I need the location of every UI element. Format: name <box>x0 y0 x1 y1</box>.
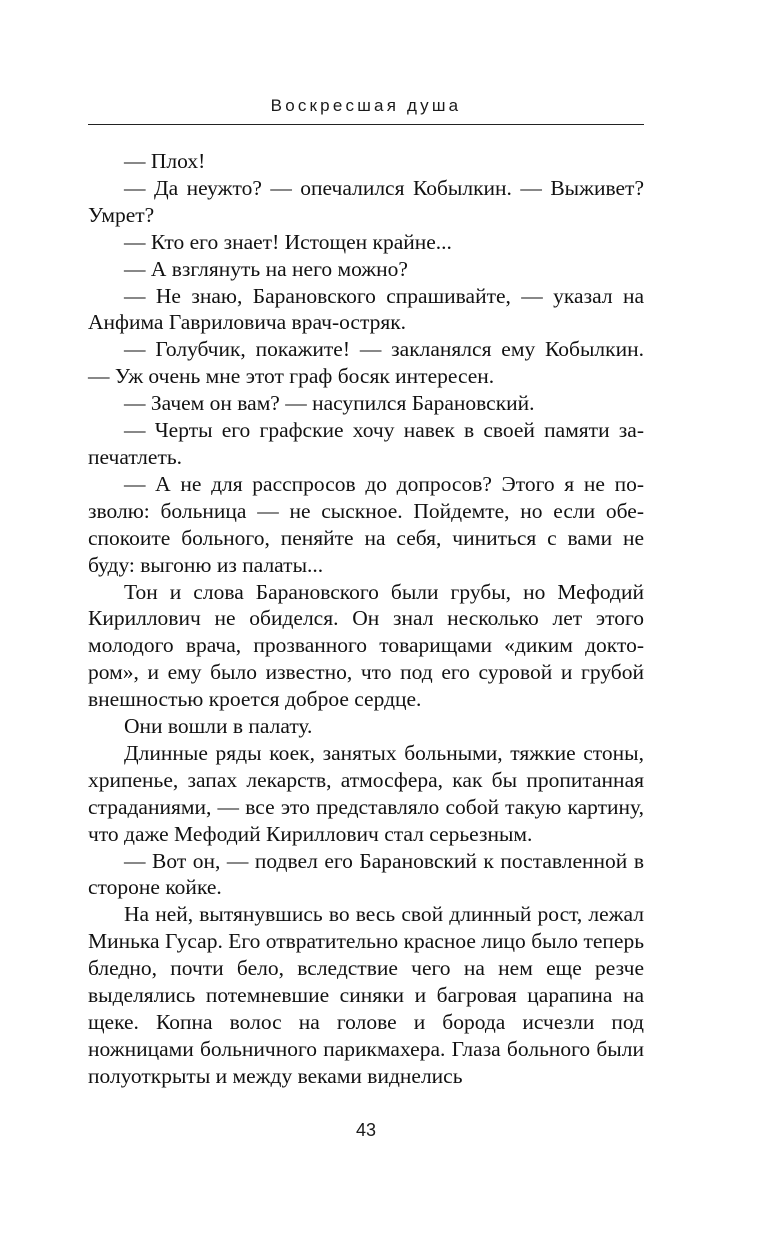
paragraph: — Да неужто? — опечалился Кобылкин. — Выживет? Умрет? <box>88 175 644 227</box>
body-text <box>88 148 644 1090</box>
paragraph: Длинные ряды коек, занятых больными, тяжкие стоны, хрипенье, запах лекарств, атмосфера, как бы пропитанная страданиями, — все это представляло собой такую картину, что даже Мефодий Кириллович стал серьезным. <box>88 740 644 846</box>
paragraph: — Зачем он вам? — насупился Барановский. <box>124 391 535 416</box>
paragraph: — А не для расспросов до допросов? Этого я не позволю: больница — не сыскное. Пойдемте, но если обеспокоите больного, пеняйте на себя, чиниться с вами не буду: выгоню из палаты... <box>88 471 644 577</box>
paragraph: — Плох! <box>124 149 206 173</box>
running-head: Воскресшая душа <box>270 96 462 115</box>
paragraph: На ней, вытянувшись во весь свой длинный рост, лежал Минька Гусар. Его отвратительно красное лицо было теперь бледно, почти бело, вследствие чего на нем еще резче выделялись потемневшие синяки и багровая царапина на щеке. Копна волос на голове и борода исчезли под ножницами больничного парикмахера. Глаза больного были полуоткрыты и между веками виднелись <box>88 902 644 1088</box>
paragraph: — Вот он, — подвел его Барановский к поставленной в стороне койке. <box>88 848 644 900</box>
paragraph: — Черты его графские хочу навек в своей памяти запечатлеть. <box>88 418 644 469</box>
paragraph: — А взглянуть на него можно? <box>124 256 408 281</box>
paragraph: Они вошли в палату. <box>124 714 313 739</box>
page-number: 43 <box>355 1120 377 1140</box>
header-rule <box>88 124 644 125</box>
paragraph: — Голубчик, покажите! — закланялся ему Кобылкин. — Уж очень мне этот граф босяк интересен. <box>88 337 644 389</box>
paragraph: Тон и слова Барановского были грубы, но Мефодий Кириллович не обиделся. Он знал несколько лет этого молодого врача, прозванного товарищами «диким доктором», и ему было известно, что под его суровой и грубой внешностью кроется доброе сердце. <box>88 579 644 712</box>
paragraph: — Не знаю, Барановского спрашивайте, — указал на Анфима Гавриловича врач-остряк. <box>88 283 644 335</box>
paragraph: — Кто его знает! Истощен крайне... <box>124 229 452 254</box>
